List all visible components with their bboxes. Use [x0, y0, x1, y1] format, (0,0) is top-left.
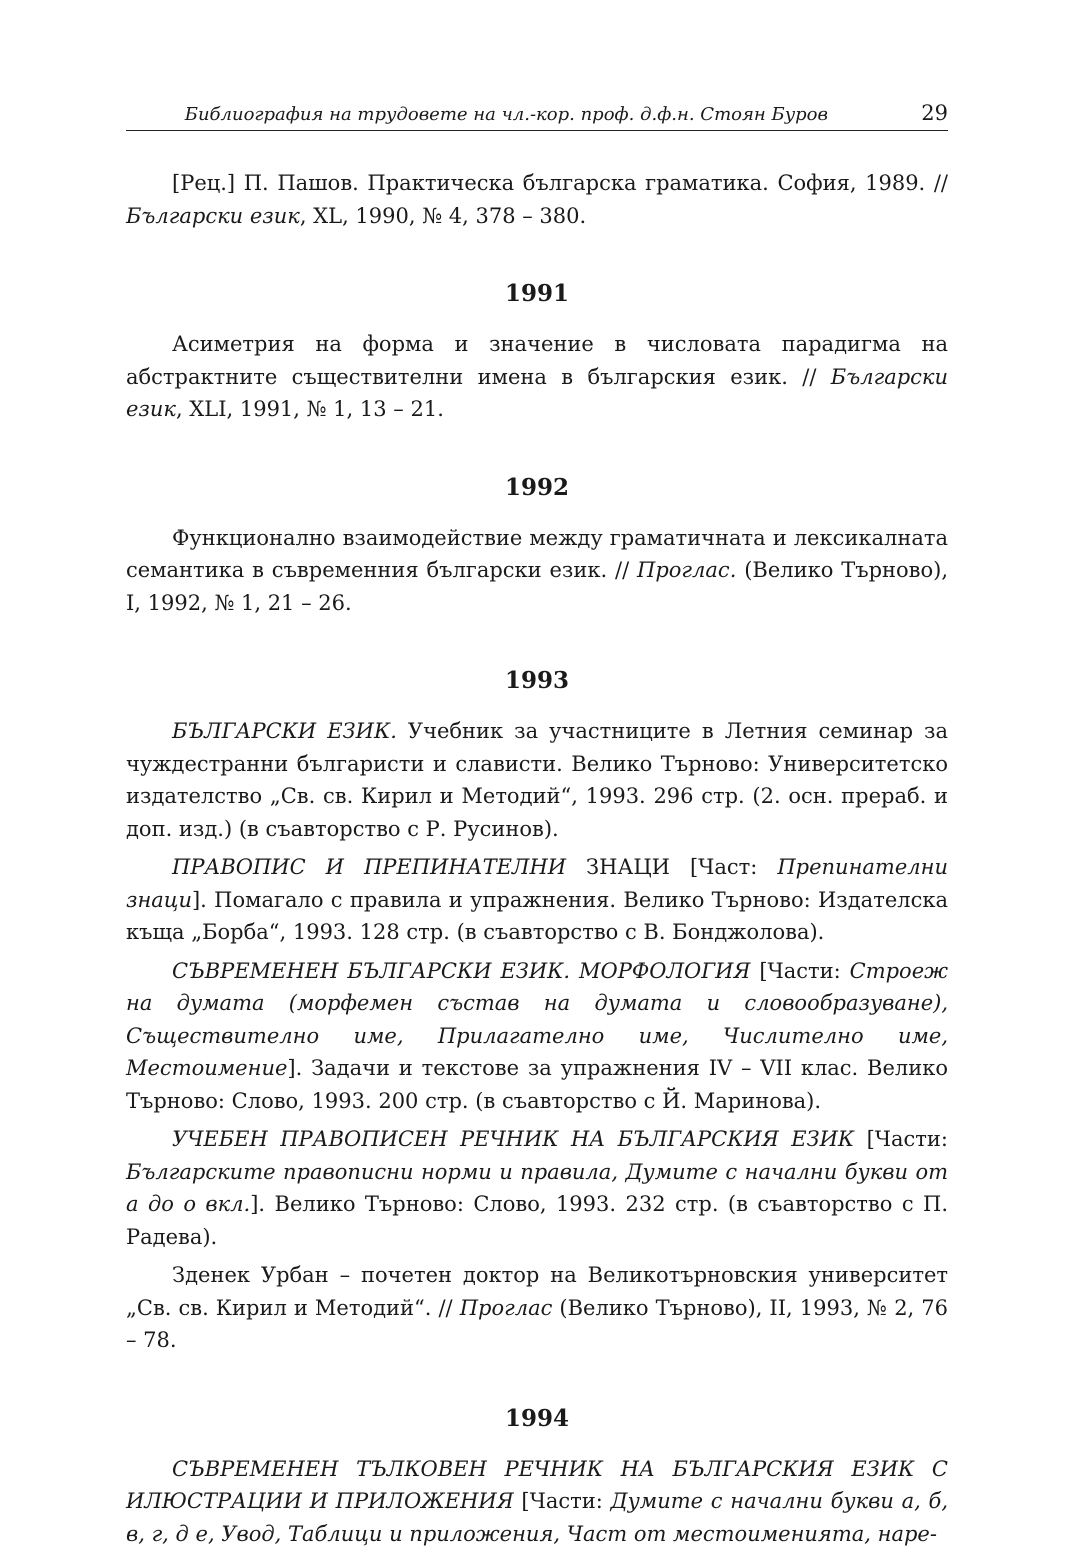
entry-text: [Части:	[854, 1127, 948, 1151]
book-title: УЧЕБЕН ПРАВОПИСЕН РЕЧНИК НА БЪЛГАРСКИЯ ЕЗИК	[172, 1127, 855, 1151]
book-title: ПРАВОПИС И ПРЕПИНАТЕЛНИ	[172, 855, 567, 879]
entry-text: (Велико Търново), II, 1993, № 2, 76 – 78.	[126, 1295, 948, 1352]
book-title: СЪВРЕМЕНЕН БЪЛГАРСКИ ЕЗИК. МОРФОЛОГИЯ	[172, 958, 751, 983]
page	[126, 96, 948, 1550]
book-title: БЪЛГАРСКИ ЕЗИК.	[172, 719, 397, 743]
running-header	[126, 96, 948, 131]
part-title: Препинателни знаци	[126, 855, 948, 912]
entry-text: , XLI, 1991, № 1, 13 – 21.	[175, 397, 444, 421]
year-heading: 1993	[504, 667, 569, 694]
entry-text: ]. Задачи и текстове за упражнения IV – VII клас. Велико Търново: Слово, 1993. 200 стр. (в съавторство с Й. Маринова).	[126, 1056, 948, 1113]
entry-text: [Части:	[513, 1489, 611, 1513]
part-title: Строеж на думата (морфемен състав на думата и словообразуване), Съществително име, Прилагателно име, Числително име, Местоимение	[126, 958, 948, 1080]
bib-entry	[126, 715, 948, 845]
journal-title: Проглас	[459, 1295, 553, 1320]
journal-title: Български език	[126, 364, 948, 421]
year-heading: 1991	[504, 280, 569, 307]
entry-text: , XL, 1990, № 4, 378 – 380.	[299, 203, 587, 228]
entry-text: Зденек Урбан – почетен доктор на Великотърновския университет „Св. св. Кирил и Методий“. //	[126, 1263, 948, 1320]
entry-text: Функционално взаимодействие между граматичната и лексикалната семантика в съвременния български език. //	[126, 525, 948, 582]
bib-entry	[126, 328, 948, 426]
part-title: Думите с начални букви а, б, в, г, д е, Увод, Таблици и приложения, Част от местоименията, наре-	[126, 1489, 949, 1546]
year-heading: 1994	[504, 1404, 569, 1432]
journal-title: Български език	[126, 203, 300, 228]
entry-text: [Рец.] П. Пашов. Практическа българска граматика. София, 1989. //	[172, 171, 948, 195]
entry-text: ЗНАЦИ [Част:	[566, 855, 778, 879]
book-title: СЪВРЕМЕНЕН ТЪЛКОВЕН РЕЧНИК НА БЪЛГАРСКИЯ ЕЗИК С ИЛЮСТРАЦИИ И ПРИЛОЖЕНИЯ	[126, 1456, 948, 1513]
entry-text: ]. Велико Търново: Слово, 1993. 232 стр. (в съавторство с П. Радева).	[126, 1192, 949, 1249]
bib-entry	[126, 1123, 948, 1253]
entry-text: ]. Помагало с правила и упражнения. Велико Търново: Издателска къща „Борба“, 1993. 128 стр. (в съавторство с В. Бонджолова).	[126, 887, 948, 944]
bib-entry	[126, 1259, 948, 1357]
entry-text: Асиметрия на форма и значение в числовата парадигма на абстрактните съществителни имена в българския език. //	[126, 332, 948, 389]
year-heading: 1992	[504, 473, 569, 501]
bib-entry	[126, 851, 948, 949]
journal-title: Проглас.	[637, 558, 737, 582]
part-title: Българските правописни норми и правила, Думите с начални букви от а до о вкл.	[126, 1159, 948, 1216]
page-number: 29	[921, 101, 948, 125]
running-title: Библиография на трудовете на чл.-кор. проф. д.ф.н. Стоян Буров	[184, 104, 828, 125]
bib-entry	[126, 522, 948, 620]
entry-text: (Велико Търново), I, 1992, № 1, 21 – 26.	[126, 558, 949, 615]
bib-entry	[126, 167, 948, 232]
entry-text: [Части:	[750, 958, 850, 983]
entry-text: Учебник за участниците в Летния семинар за чуждестранни българисти и слависти. Велико Търново: Университетско издателство „Св. св. Кирил и Методий“, 1993. 296 стр. (2. осн. прераб. и доп. изд.) (в съавторство с Р. Русинов).	[126, 719, 948, 841]
bib-entry	[126, 955, 948, 1118]
bib-entry	[126, 1453, 948, 1550]
